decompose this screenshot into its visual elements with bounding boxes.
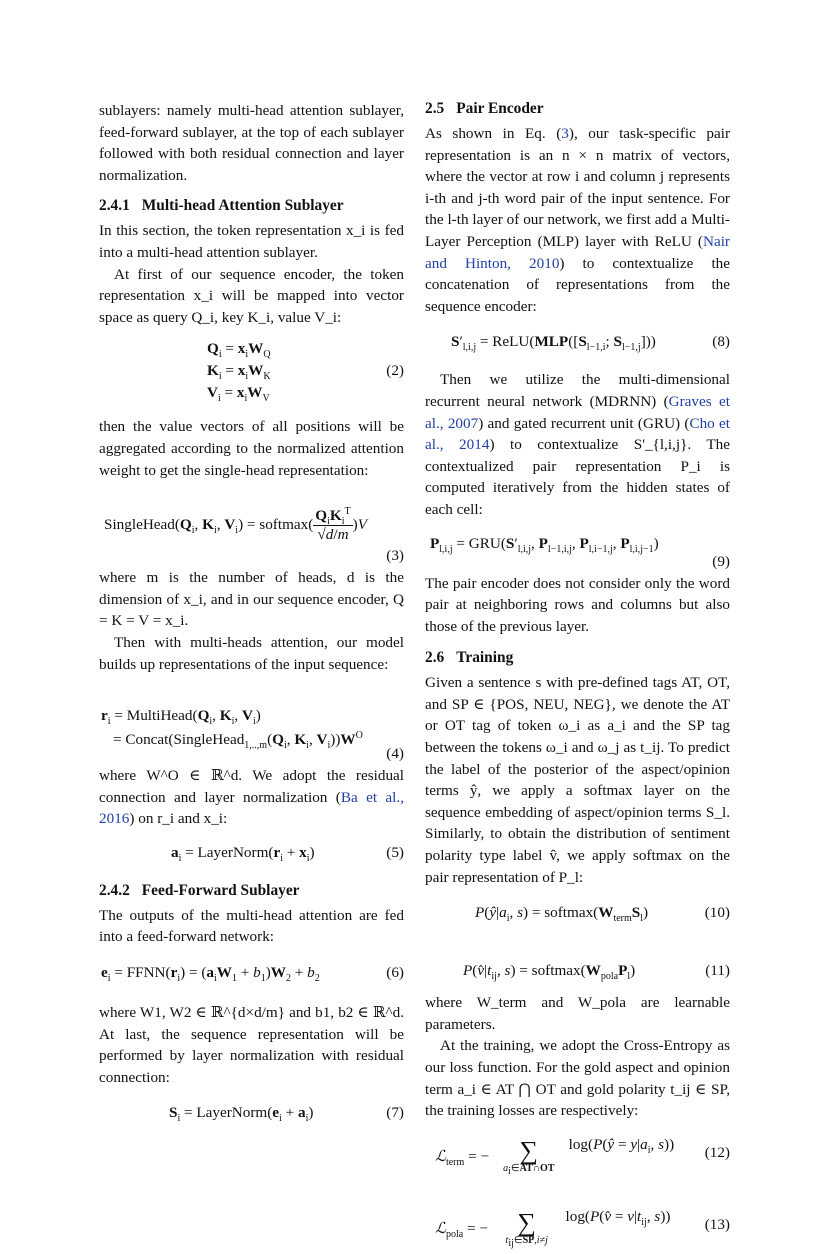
para-26c: At the training, we adopt the Cross-Entropy as our loss function. For the gold aspect and opinion term a_i ∈ AT ⋂ OT and gold polarity t_ij ∈ SP, the training losses are respectively: <box>425 1037 730 1120</box>
citation-cho-2014[interactable]: Cho et al., 2014 <box>425 414 730 454</box>
heading-2-4-1: 2.4.1 Multi-head Attention Sublayer <box>99 197 344 215</box>
para-25c: The pair encoder does not consider only the word pair at neighboring rows and columns but also those of the previous layer. <box>425 574 730 635</box>
equation-10: $P(ŷ|a_i$, $s) = softmax(W_{term}S_l)$ (10) <box>475 904 730 925</box>
para-242a: The outputs of the multi-head attention are fed into a feed-forward network: <box>99 906 404 946</box>
para-25a: As shown in Eq. (3), our task-specific pair representation is an n × n matrix of vectors, where the vector at row i and column j represents i-th and j-th word pair of the input sentence. For the l-th layer of our network, we first add a Multi-Layer Perception (MLP) layer with ReLU (Nair and Hinton, 2010) to contextualize the concatenation of representations from the sequence encoder: <box>425 125 731 315</box>
para-intro: sublayers: namely multi-head attention sublayer, feed-forward sublayer, at the top of each sublayer followed with both residual connection and layer normalization. <box>99 102 404 184</box>
heading-2-5: 2.5 Pair Encoder <box>425 100 544 117</box>
equation-13: ℒ$_{pola}$ = − ∑ $t_{ij}\in SP,i\ne j$ log(P(v̂ = $v|t_{ij}$, s)) (13) <box>435 1207 730 1250</box>
eq12-number: (12) <box>704 1143 730 1161</box>
para-241a: In this section, the token representation x_i is fed into a multi-head attention sublayer. <box>99 222 404 261</box>
eq5-number: (5) <box>386 843 404 861</box>
para-241e: Then with multi-heads attention, our model builds up representations of the input sequence: <box>99 633 404 673</box>
citation-nair-hinton-2010[interactable]: Nair and Hinton, 2010 <box>425 232 730 272</box>
equation-12: ℒ$_{term}$ = − ∑ $a_i\in AT\cap OT$ log(P(ŷ = $y|a_i$, s)) (12) <box>435 1135 730 1178</box>
eq8-number: (8) <box>712 333 730 351</box>
para-241c: then the value vectors of all positions will be aggregated according to the normalized attention weight to get the single-head representation: <box>99 418 404 479</box>
right-column <box>425 98 730 1254</box>
eq4-number: (4) <box>386 745 404 763</box>
equation-5: $a_i$ = $LayerNorm(r_i + x_i)$ (5) <box>171 843 404 864</box>
equation-6: $e_i$ = $FFNN(r_i) = (a_iW_1 + b_1)W_2 + b_2$ (6) <box>101 964 404 985</box>
para-26a: Given a sentence s with pre-defined tags AT, OT, and SP ∈ {POS, NEU, NEG}, we denote the AT or OT tag of token ω_i as a_i and the SP tag between the tokens ω_i and ω_j as t_ij. To predict the label of the posterior of the aspect/opinion terms ŷ, we apply a softmax layer on the sequence embedding of aspect/opinion terms S_l. Similarly, to obtain the distribution of sentiment polarity type label v̂, we apply softmax on the pair representation of P_l: <box>425 674 730 886</box>
left-column <box>99 98 404 1126</box>
equation-2: $Q_i = x_iW_Q$ $K_i = x_iW_K$ $V_i = x_iW_V$ (2) <box>207 340 404 405</box>
eq7-number: (7) <box>386 1104 404 1122</box>
eq13-number: (13) <box>704 1215 730 1233</box>
equation-7: $S_i$ = $LayerNorm(e_i + a_i)$ (7) <box>169 1104 404 1125</box>
equation-11: $P(v̂|t_{ij}$, $s) = softmax(W_{pola}P_l)$ (11) <box>463 962 730 983</box>
para-241f: where W^O ∈ ℝ^d. We adopt the residual connection and layer normalization (Ba et al., 2016) on r_i and x_i: <box>99 767 404 828</box>
equation-4: $r_i$ = $MultiHead(Q_i$, $K_i$, $V_i$) = $Concat(SingleHead_{1,..,m}(Q_i$, $K_i$, $V_i))W^O$ (4) <box>101 707 404 763</box>
eq6-number: (6) <box>386 964 404 982</box>
eq3-number: (3) <box>386 547 404 565</box>
heading-2-4-2: 2.4.2 Feed-Forward Sublayer <box>99 881 300 899</box>
eq3-reference[interactable]: 3 <box>561 125 569 142</box>
eq11-number: (11) <box>705 962 730 980</box>
heading-2-6: 2.6 Training <box>425 649 514 667</box>
citation-ba-2016[interactable]: Ba et al., 2016 <box>99 788 404 828</box>
eq9-number: (9) <box>712 552 730 570</box>
equation-8: $S'_{l,i,j}$ = $ReLU(MLP([S_{l-1,i}$; $S_{l-1,j}$])) (8) <box>451 333 730 354</box>
equation-9: $P_{l,i,j} = GRU(S'_{l,i,j}$, $P_{l-1,i,j}$, $P_{l,i-1,j}$, $P_{l,i,j-1}$) (9) <box>430 534 730 570</box>
para-241b: At first of our sequence encoder, the token representation x_i will be mapped into vector space as query Q_i, key K_i, value V_i: <box>99 265 404 326</box>
eq2-number: (2) <box>386 362 404 380</box>
para-241d: where m is the number of heads, d is the dimension of x_i, and in our sequence encoder, Q = K = V = x_i. <box>99 569 404 630</box>
citation-graves-2007[interactable]: Graves et al., 2007 <box>425 392 730 432</box>
para-26b: where W_term and W_pola are learnable parameters. <box>425 994 730 1033</box>
para-25b: Then we utilize the multi-dimensional recurrent neural network (MDRNN) (Graves et al., 2007) and gated recurrent unit (GRU) (Cho et al., 2014) to contextualize S'_{l,i,j}. The contextualized pair representation P_i is computed iteratively from the hidden states of each cell: <box>425 371 730 518</box>
para-242b: where W1, W2 ∈ ℝ^{d×d/m} and b1, b2 ∈ ℝ^d. At last, the sequence representation will be performed by layer normalization with residual connection: <box>99 1004 404 1086</box>
eq10-number: (10) <box>704 904 730 922</box>
equation-3: $SingleHead(Q_i$, $K_i$, $V_i$) = softmax( $\frac{Q_iK_i^T}{√d/m}$ )V (3) <box>104 506 404 565</box>
